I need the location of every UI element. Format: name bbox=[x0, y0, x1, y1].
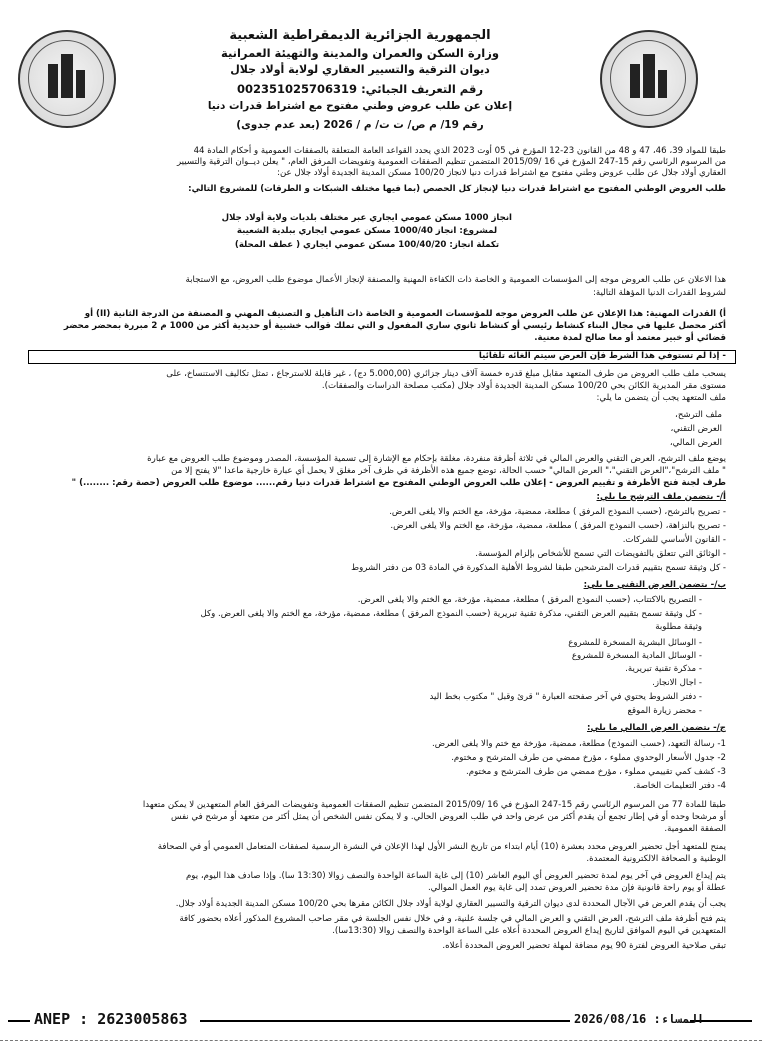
body-line: - الوسائل البشرية المسخرة للمشروع bbox=[568, 638, 702, 648]
body-line: - الوثائق التي تتعلق بالتفويضات التي تسمح للأشخاص بإلزام المؤسسة. bbox=[475, 549, 726, 559]
footer-rule-left bbox=[8, 1020, 30, 1022]
body-line: - التصريح بالاكتتاب، (حسب النموذج المرفق ) مطلعة، ممضية، مؤرخة، مع الختم والا يلغى العرض. bbox=[357, 595, 702, 605]
header-ministry: وزارة السكن والعمران والمدينة والتهيئة العمرانية bbox=[220, 46, 499, 60]
body-line: يمنح للمتعهد أجل تحضير العروض محدد بعشرة (10) أيام ابتداء من تاريخ النشر الأول لهذا الإعلان في النشرة الرسمية لصفقات المتعامل العمومي أو في الصحافة bbox=[157, 842, 726, 852]
body-line: الصفقة العمومية. bbox=[664, 824, 726, 834]
body-line: - الوسائل المادية المسخرة للمشروع bbox=[571, 651, 702, 661]
announcement-title: إعلان عن طلب عروض وطني مفتوح مع اشتراط قدرات دنيا bbox=[207, 100, 513, 112]
header-tax-id: رقم التعريف الجبائي: 002351025706319 bbox=[237, 82, 483, 96]
body-line: - تصريح بالترشح، (حسب النموذج المرفق ) مطلعة، ممضية، مؤرخة، مع الختم والا يلغى العرض. bbox=[389, 507, 726, 517]
body-line: أو مرشحا وحده أو في إطار تجمع أن يقدم أكثر من عرض واحد في طلب العروض الحالي. و لا يمكن نفس الشخص أن يمثل أكثر من متعهد أو مرشح في نفس bbox=[171, 812, 726, 822]
body-line: ج/- يتضمن العرض المالي ما يلي: bbox=[587, 723, 726, 733]
body-line: - محضر زيارة الموقع bbox=[627, 706, 702, 716]
body-line: من المرسوم الرئاسي رقم 15-247 المؤرخ في 16 /2015/09 المتضمن تنظيم الصفقات العمومية وتفويضات المرفق العام، " يعلن ديــوان الترقية والتسيير bbox=[176, 157, 726, 167]
body-line: أكثر محصل عليها في مجال البناء كنشاط رئيسي أو كنشاط ثانوي ساري المفعول و التي تملك قوالب خشبية أو حديدية أكثر من 1000 م 2 مبررة بمحضر محضر bbox=[63, 321, 726, 331]
anep-number: ANEP : 2623005863 bbox=[34, 1010, 188, 1028]
header-republic: الجمهورية الجزائرية الديمقراطية الشعبية bbox=[229, 28, 491, 43]
body-line: ب/- يتضمن العرض التقني ما يلي: bbox=[583, 580, 726, 590]
body-line: - اجال الانجاز. bbox=[652, 678, 702, 688]
body-line: ملف المتعهد يجب أن يتضمن ما يلي: bbox=[596, 393, 726, 403]
body-line: ملف الترشح، bbox=[675, 410, 722, 420]
body-line: العقاري أولاد جلال عن طلب عروض وطني مفتوح مع اشتراط قدرات دنيا لانجاز 100/20 مسكن المدينة الجديدة أولاد جلال عن: bbox=[277, 168, 726, 178]
body-line: 4- دفتر التعليمات الخاصة. bbox=[633, 781, 726, 791]
body-line: - كل وثيقة تسمح بتقييم قدرات المترشحين طبقا لشروط الأهلية المذكورة في المادة 03 من دفتر الشروط bbox=[351, 563, 726, 573]
body-line: - دفتر الشروط يحتوي في آخر صفحته العبارة " قرئ وقبل " مكتوب بخط اليد bbox=[429, 692, 702, 702]
body-line: العرض التقني، bbox=[670, 424, 722, 434]
body-line: قضائي أو خبير معتمد أو معا صالح لمدة معنية. bbox=[534, 333, 726, 343]
body-line: - القانون الأساسي للشركات. bbox=[622, 535, 726, 545]
body-line: - كل وثيقة تسمح بتقييم العرض التقني، مذكرة تقنية تبريرية (حسب النموذج المرفق ) مطلعة، ممضية، مؤرخة، مع الختم والا يلغى العرض. وكل bbox=[200, 609, 702, 619]
announcement-number: رقم 19/ م ص/ ت ت/ م / 2026 (بعد عدم جدوى) bbox=[236, 119, 484, 131]
body-line: طبقا للمادة 77 من المرسوم الرئاسي رقم 15-247 المؤرخ في 16 /2015/09 المتضمن تنظيم الصفقات العمومية وتفويضات المرفق العام المتعهدين لا يمكن متعهدا bbox=[142, 800, 726, 810]
body-line: انجاز 1000 مسكن عمومي ايجاري عبر مختلف بلديات ولاية أولاد جلال bbox=[221, 213, 512, 223]
body-line: الوطنية و الصحافة الالكترونية المعتمدة. bbox=[586, 854, 726, 864]
body-line: وثيقة مطلوبة bbox=[655, 622, 702, 632]
body-line: مستوى مقر المديرية الكائن بحي 100/20 مسكن المدينة الجديدة أولاد جلال (مكتب مصلحة الدراسات والصفقات). bbox=[321, 381, 726, 391]
body-line: لشروط القدرات الدنيا المؤهلة التالية: bbox=[593, 288, 726, 298]
page-edge bbox=[0, 1040, 762, 1043]
body-line: هذا الاعلان عن طلب العروض موجه إلى المؤسسات العمومية و الخاصة ذات الكفاءة المهنية والمصنفة لإنجاز الأعمال موضوع طلب العروض، مع الاستجابة bbox=[185, 275, 726, 285]
body-line: 3- كشف كمي تقييمي مملوء ، مؤرخ ممضي من طرف المترشح و مختوم. bbox=[466, 767, 726, 777]
header-office: ديوان الترقية والتسيير العقاري لولاية أولاد جلال bbox=[230, 63, 490, 76]
body-line: يجب أن يقدم العرض في الآجال المحددة لدى ديوان الترقية والتسيير العقاري لولاية أولاد جلال الكائن مقرها بحي 100/20 مسكن المدينة الجديدة أولاد جلال. bbox=[175, 899, 726, 909]
body-line: 1- رسالة التعهد، (حسب النموذج) مطلعة، ممضية، مؤرخة مع ختم والا يلغى العرض. bbox=[432, 739, 726, 749]
body-line: " ملف الترشح"،"العرض التقني"،" العرض المالي" حسب الحالة، توضع جميع هذه الأظرفة في ظرف آخر مغلق لا يحمل أي عبارة خارجية ماعدا "لا يفتح إلا من bbox=[171, 466, 726, 476]
body-line: تبقى صلاحية العروض لفترة 90 يوم مضافة لمهلة تحضير العروض المحددة أعلاه. bbox=[442, 941, 726, 951]
body-line: 2- جدول الأسعار الوحدوي مملوء ، مؤرخ ممضي من طرف المترشح و مختوم. bbox=[451, 753, 726, 763]
body-line: - مذكرة تقنية تبريرية. bbox=[625, 664, 702, 674]
body-line: لمشروع: انجاز 1000/40 مسكن عمومي ايجاري ببلدية الشعيبة bbox=[236, 226, 498, 236]
publication-date: 2026/08/16 :المساء bbox=[574, 1012, 705, 1026]
office-seal-left bbox=[18, 30, 116, 128]
body-line: أ/- يتضمن ملف الترشح ما يلي: bbox=[596, 492, 726, 502]
body-line: العرض المالي، bbox=[669, 438, 722, 448]
body-line: طلب العروض الوطني المفتوح مع اشتراط قدرات دنيا لإنجاز كل الحصص (بما فيها مختلف الشبكات و الطرقات) للمشروع التالي: bbox=[188, 184, 726, 194]
body-line: المتعهدين في اليوم الموافق لتاريخ إيداع العروض المحددة أعلاه على الساعة الواحدة والنصف زوالا (13:30سا). bbox=[332, 926, 726, 936]
body-line: يتم إيداع العروض في آخر يوم لمدة تحضير العروض أي اليوم العاشر (10) إلى غاية الساعة الواحدة والنصف زوالا (13:30 سا). وإذا صادف هذا اليوم، يوم bbox=[185, 871, 726, 881]
body-line: أ) القدرات المهنية: هذا الإعلان عن طلب العروض موجه للمؤسسات العمومية و الخاصة ذات التأهيل و التصنيف المهني و المصنفة من الدرجة الثانية (II) أو bbox=[84, 309, 726, 319]
body-line: طبقا للمواد 39، 46، 47 و 48 من القانون 23-12 المؤرخ في 05 أوت 2023 الذي يحدد القواعد العامة المتعلقة بالصفقات العمومية و أحكام المادة 44 bbox=[193, 146, 726, 156]
office-seal-right bbox=[600, 30, 698, 128]
body-line: - إذا لم تستوفي هذا الشرط فإن العرض سيتم الغائه تلقائيا bbox=[478, 351, 726, 361]
body-line: طرف لجنة فتح الأظرفة و تقييم العروض - إعلان طلب العروض الوطني المفتوح مع اشتراط قدرات دنيا رقم...... موضوع طلب العروض (حصة رقم: ........) " bbox=[71, 478, 726, 488]
body-line: يسحب ملف طلب العروض من طرف المتعهد مقابل مبلغ قدره خمسة آلاف دينار جزائري (5.000,00 دج) ، غير قابلة للاسترجاع ، تمثل تكاليف الاستنساخ، على bbox=[166, 369, 726, 379]
body-line: عطلة أو يوم راحة قانونية فإن مدة تحضير العروض تمدد إلى غاية يوم العمل الموالي. bbox=[427, 883, 726, 893]
body-line: تكملة انجاز: 100/40/20 مسكن عمومي ايجاري ( عطف المحلة) bbox=[234, 240, 500, 250]
body-line: يتم فتح أظرفة ملف الترشح، العرض التقني و العرض المالي في جلسة علنية، و في خلال نفس الجلسة في مقر صاحب المشروع المذكور أعلاه بحضور كافة bbox=[179, 914, 726, 924]
body-line: - تصريح بالنزاهة، (حسب النموذج المرفق ) مطلعة، ممضية، مؤرخة، مع الختم والا يلغى العرض. bbox=[390, 521, 726, 531]
footer-rule-middle bbox=[200, 1020, 570, 1022]
body-line: يوضع ملف الترشح، العرض التقني والعرض المالي في ثلاثة أظرفة منفردة، مغلقة بإحكام مع الإشارة إلى تسمية المؤسسة، المصدر وموضوع طلب العروض مع عبارة bbox=[147, 454, 726, 464]
